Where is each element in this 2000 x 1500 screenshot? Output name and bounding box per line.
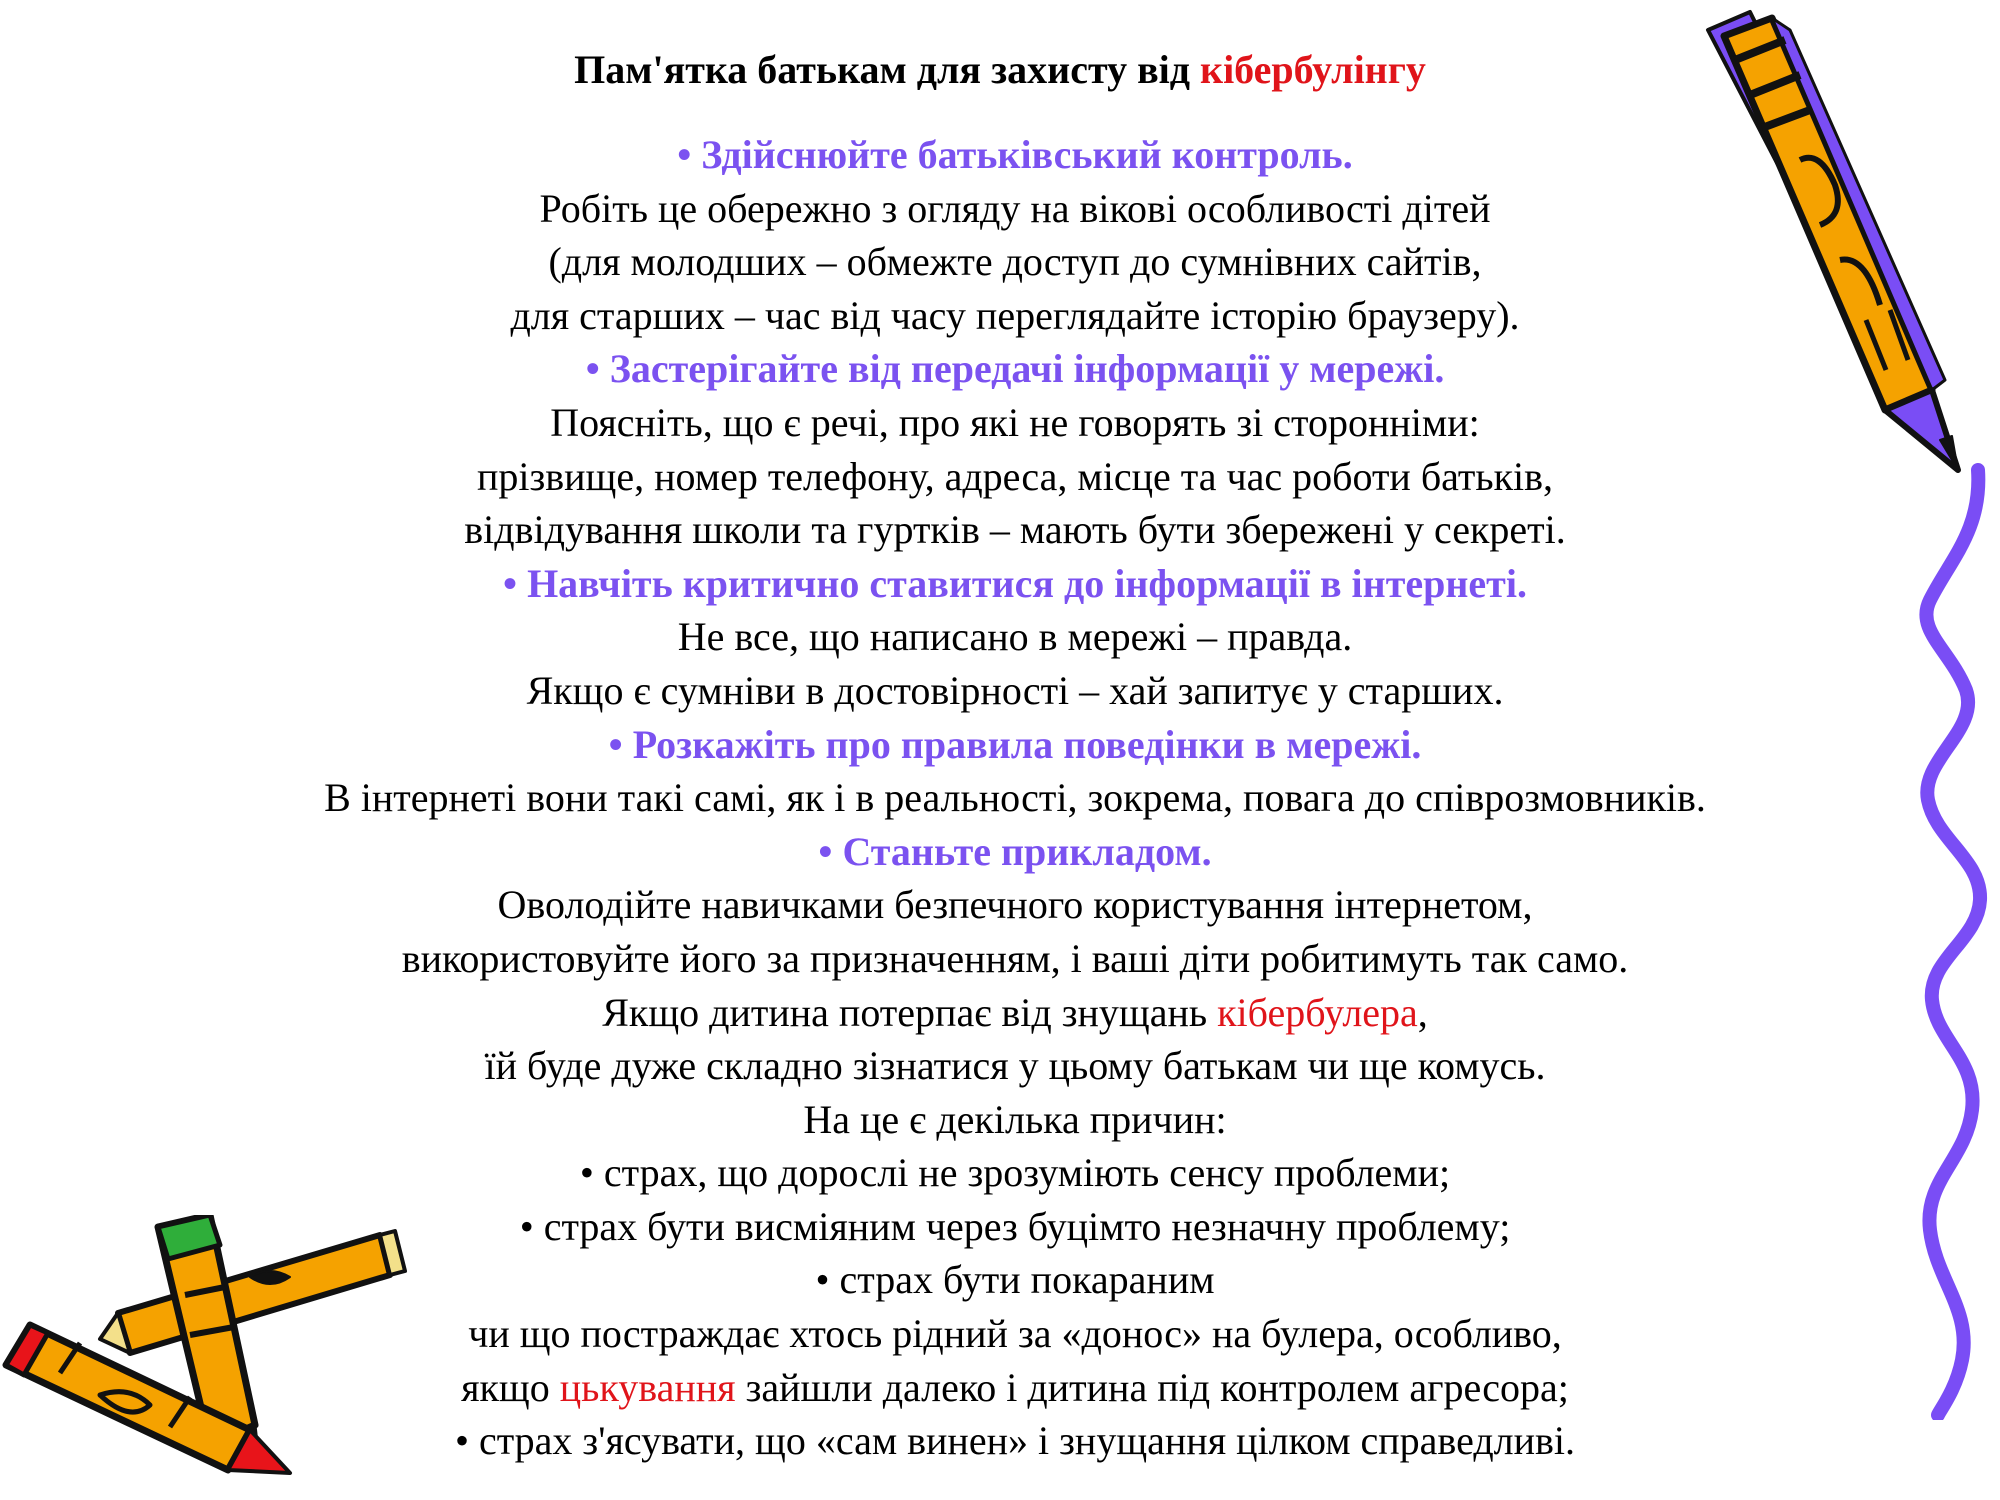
memo-line [0,771,2000,825]
line-text: відвідування школи та гуртків – мають бути збережені у секреті. [464,507,1566,553]
memo-line [0,1253,2000,1307]
line-text-before: Якщо дитина потерпає від знущань [602,989,1218,1035]
line-text: прізвище, номер телефону, адреса, місце та час роботи батьків, [476,453,1554,499]
line-text-before: якщо [461,1364,560,1410]
memo-line [0,503,2000,557]
line-text: Поясніть, що є речі, про які не говорять зі сторонніми: [550,399,1480,445]
memo-line [0,1200,2000,1254]
advice-heading-dot: . [1411,721,1422,767]
memo-line [0,1414,2000,1468]
memo-line [0,610,2000,664]
advice-bullet: • [677,132,702,177]
memo-line [0,878,2000,932]
memo-line [0,1146,2000,1200]
memo-body [0,128,2000,1468]
memo-line [0,450,2000,504]
line-text: • страх, що дорослі не зрозуміють сенсу проблеми; [579,1150,1451,1196]
line-text: (для молодших – обмежте доступ до сумнівних сайтів, [548,239,1482,285]
advice-heading [0,557,2000,611]
advice-heading-text: Навчіть критично ставитися до інформації в інтернеті [527,560,1517,606]
memo-line [0,1361,2000,1415]
title-highlight: кібербулінгу [1200,47,1426,92]
advice-heading [0,718,2000,772]
advice-bullet: • [503,560,528,606]
memo-line [0,1307,2000,1361]
advice-heading-dot: . [1201,828,1212,874]
advice-heading-text: Станьте прикладом [842,828,1202,874]
memo-line [0,289,2000,343]
advice-bullet: • [585,346,610,392]
line-text: • страх бути покараним [815,1257,1215,1303]
line-text: для старших – час від часу переглядайте історію браузеру). [510,292,1520,338]
highlighted-term: цькування [559,1364,736,1410]
memo-line [0,1093,2000,1147]
line-text-after: зайшли далеко і дитина під контролем агресора; [735,1364,1569,1410]
memo-line [0,932,2000,986]
line-text: • страх бути висміяним через буцімто незначну проблему; [519,1203,1511,1249]
advice-heading-text: Застерігайте від передачі інформації у мережі [609,346,1435,392]
line-text: Робіть це обережно з огляду на вікові особливості дітей [539,185,1491,231]
memo-line [0,235,2000,289]
line-text: використовуйте його за призначенням, і ваші діти робитимуть так само. [401,935,1629,981]
line-text: їй буде дуже складно зізнатися у цьому батькам чи ще комусь. [484,1043,1546,1089]
line-text: Не все, що написано в мережі – правда. [677,614,1353,660]
advice-heading [0,342,2000,396]
line-text: В інтернеті вони такі самі, як і в реальності, зокрема, повага до співрозмовників. [324,775,1706,821]
line-text: • страх з'ясувати, що «сам винен» і знущання цілком справедливі. [454,1418,1576,1464]
advice-heading-text: Розкажіть про правила поведінки в мережі [632,721,1412,767]
title-prefix: Пам'ятка батькам для захисту від [574,47,1201,92]
advice-heading-dot: . [1516,560,1527,606]
line-text: На це є декілька причин: [803,1096,1227,1142]
advice-heading [0,825,2000,879]
memo-line [0,182,2000,236]
advice-heading [0,128,2000,182]
memo-line [0,986,2000,1040]
advice-heading-text: Здійснюйте батьківський контроль [701,132,1343,177]
memo-line [0,664,2000,718]
highlighted-term: кібербулера [1217,989,1418,1035]
advice-heading-dot: . [1342,132,1353,177]
line-text-after: , [1417,989,1428,1035]
line-text: Якщо є сумніви в достовірності – хай запитує у старших. [526,667,1504,713]
advice-bullet: • [818,828,843,874]
advice-bullet: • [608,721,633,767]
line-text: чи що постраждає хтось рідний за «донос» на булера, особливо, [468,1311,1562,1357]
line-text: Оволодійте навичками безпечного користування інтернетом, [497,882,1533,928]
advice-heading-dot: . [1434,346,1445,392]
memo-line [0,396,2000,450]
memo-line [0,1039,2000,1093]
page-title [0,44,2000,96]
